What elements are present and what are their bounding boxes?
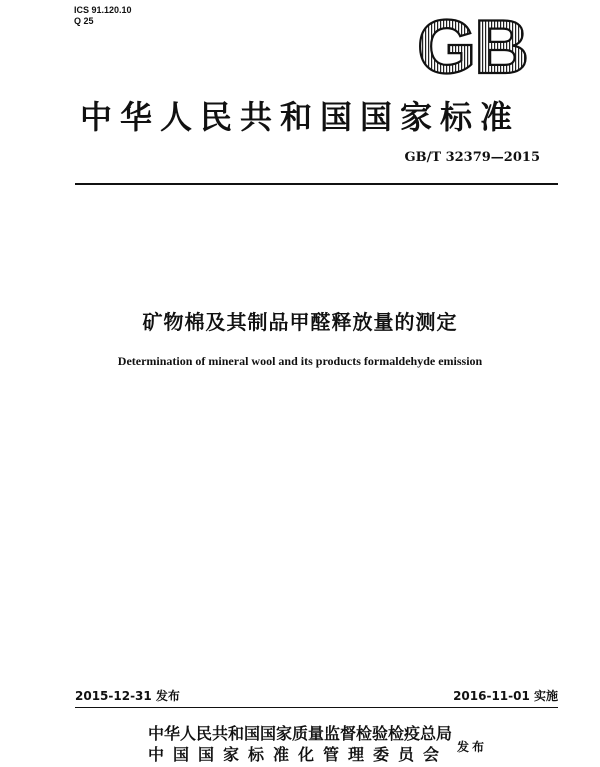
bottom-divider — [75, 707, 558, 708]
implement-date: 2016-11-01 实施 — [453, 689, 558, 703]
document-title-en: Determination of mineral wool and its products formaldehyde emission — [117, 354, 483, 368]
issuer-sac: 中国国家标准化管理委员会 — [148, 745, 449, 764]
issue-label: 发布 — [457, 740, 488, 754]
ics-code: ICS 91.120.10 — [74, 5, 132, 15]
document-title-cn: 矿物棉及其制品甲醛释放量的测定 — [142, 310, 458, 334]
gb-logo-text: GB — [417, 10, 527, 80]
publish-date: 2015-12-31 发布 — [75, 689, 180, 703]
top-divider — [75, 183, 558, 185]
ccs-code: Q 25 — [74, 16, 94, 26]
standard-number: GB/T 32379—2015 — [404, 150, 540, 165]
issuer-aqsiq: 中华人民共和国国家质量监督检验检疫总局 — [148, 724, 453, 743]
national-standard-title: 中华人民共和国国家标准 — [79, 98, 520, 136]
gb-logo — [407, 10, 537, 80]
